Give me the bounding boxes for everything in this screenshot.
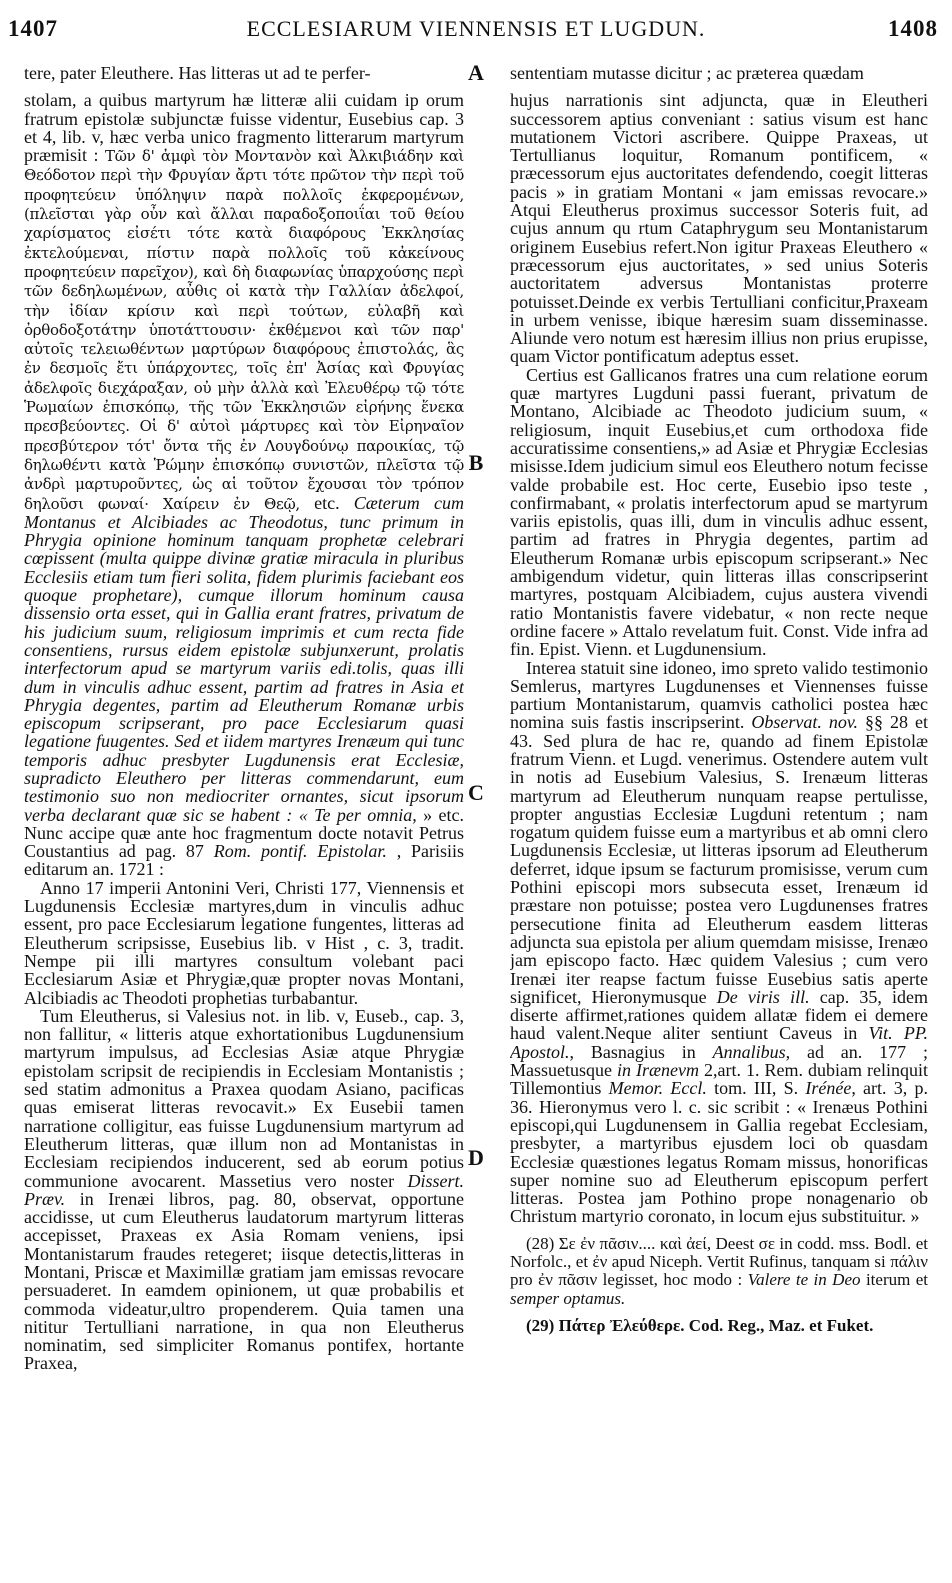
right-line-1: sententiam mutasse dicitur ; ac præterea quædam (510, 64, 864, 83)
coustantius-tail: , Parisiis editarum an. 1721 : (24, 841, 464, 880)
etc-text: etc. (314, 492, 340, 513)
irenaeum-ref: in Irænevm (617, 1060, 700, 1081)
right-paragraph-2: Certius est Gallicanos fratres una cum relatione eorum quæ martyres Lugduni passi fuerant, privatum de Montano, Alcibiade ac Theodoto judicium suum, « religiosum, inquit Eusebius,et cum orthodoxa fide accuratissime consentiens,» ad Asiæ et Phrygiæ Ecclesias misisse.Idem judicium simul eos Eleuthero notum fecisse valde probabile est. Hoc certe, Eusebio ipso teste , confirmabant, « prolatis interfectorum apud se martyrum variis epistolis, quas illi, dum in vinculis adhuc essent, partim ad fratres in Phrygia degentes, partim ad Eleutherum Romanæ urbis episcopum scripserant.» Nec ambigendum videtur, quin litteras illas conscripserint martyres, postquam Alcibiadem, cujus austera vivendi ratio Montanistis favere videbatur, « non recte neque ordine facere » Attalo revelatum fuit. Const. Vide infra ad fin. Epist. Vienn. et Lugdunensium. (510, 364, 928, 660)
section-marker-c: C (468, 780, 484, 805)
latin-quote: « Te per omnia, (298, 804, 417, 825)
coustantius-ref: Rom. pontif. Epistolar. (213, 841, 387, 862)
right-paragraph-3-e: , ad an. 177 ; Massuetusque (510, 1041, 928, 1081)
right-paragraph-3-d: , Basnagius in (569, 1041, 696, 1062)
right-paragraph-3-b: §§ 28 et 43. Sed plura de hac re, quando ad finem Epistolæ fratrum Vienn. et Lugd. venerimus. Ostendere autem vult in notis ad Eusebium Valesius, S. Irenæum litteras martyrum ad Eleutherum nunquam reapse pertulisse, propter angustias Ecclesiæ Lugduni retentum ; nam rogatum quidem fuisse eum a martyribus et ab omni clero Lugdunensis Ecclesiæ, ut litteras ipsorum ad Eleutherum deferret, idque ipsum se facturum promisisse, verum cum Pothini episcopi mors subsecuta esset, Irenæum id præstare non potuisse; postea vero Lugdunenses fratres persecutione finita ad Eleutherum easdem litteras adjuncta sua epistola per alium quemdam misisse, Irenæo jam episcopo facto. Hæc quidem Valesius ; cum vero Irenæi iter reapse factum fuisse Eusebius satis aperte significet, Hieronymusque (510, 712, 928, 1007)
right-paragraph-3-h: , art. 3, p. 36. Hieronymus vero l. c. sic scribit : « Irenæus Pothini episcopi,qui Lugdunensem in Gallia regebat Ecclesiam, presbyter, a martyribus ejusdem loci ob quasdam Ecclesiæ quæstiones legatus Romam missus, honorificas super nomine suo ad Eleutherum episcopum perfert litteras. Postea jam Pothino prope nonagenario ob Christum martyrio coronato, in locum ejus substituitur. » (510, 1078, 928, 1227)
right-paragraph-3-c: cap. 35, idem diserte affirmet,rationes quidem allatæ fidem ei demere haud valent.Neque aliter sentiunt Caveus in (510, 986, 928, 1044)
coustantius-text: » etc. Nunc accipe quæ ante hoc fragmentum docte notavit Petrus Coustantius ad pag. 87 (24, 804, 464, 862)
right-paragraph-1: hujus narrationis sint adjuncta, quæ in Eleutheri successorem aptius conveniant : satius visum est hanc mutationem Victori ascribere. Quippe Praxeas, ut Tertullianus loquitur, Romanum pontificem, « præcessorum ejus auctoritates defendendo, coegit litteras pacis » in gratiam Montani « jam emissas revocare.» Atqui Eleutherus proximus successor Soteris fuit, ad cujus annum qu rtum Cataphrygum seu Montanistarum originem Eusebius refert.Non igitur Praxeas Eleuthero « præcessorum ejus auctoritates, » sed unius Soteris auctoritatem adversus Montanistas proterre potuisset.Deinde ex verbis Tertulliani conficitur,Praxeam in urbem venisse, ibique hæresim suam disseminasse. Aliunde vero notum est hæresim illius non prius erupisse, quam Victor pontificatum adeptus esset. (510, 90, 928, 367)
vit-pp-ref: Vit. PP. Apostol. (510, 1023, 928, 1062)
left-column (24, 64, 464, 1373)
running-title: ECCLESIARUM VIENNENSIS ET LUGDUN. (246, 16, 706, 41)
latin-translation: Cæterum cum Montanus et Alcibiades ac Theodotus, tunc primum in Phrygia opinione hominum tanquam prophetæ celebrari cœpissent (multa quippe divinæ gratiæ miracula in pluribus Ecclesiis etiam tum fieri solita, fidem plurimis faciebant eos quoque prophetare), cumque illorum hominum causa dissensio orta esset, qui in Gallia erant fratres, privatum de his judicium suum, religiosum imprimis et cum recta fide consentiens, rursus eidem epistolæ subjunxerunt, prolatis interfectorum apud se martyrum variis edi.tolis, quas illi dum in vinculis adhuc essent, partim ad fratres in Asia et Phrygia degentes, partim ad Eleutherum Romanæ urbis episcopum scripserant, pro pace Ecclesiarum quasi legatione fuugentes. Sed et iidem martyres Irenæum qui tunc temporis adhuc presbyter Lugdunensis erat Ecclesiæ, supradicto Eleuthero per litteras commendarunt, eum testimonio suo non mediocriter ornantes, sicut ipsorum verba declarant quæ sic se habent : (24, 492, 464, 825)
footnote-28-end: semper optamus. (510, 1288, 626, 1308)
de-viris-ref: De viris ill. (716, 986, 810, 1007)
semler-ref: Observat. nov. (751, 712, 859, 733)
left-paragraph-3 (24, 1007, 464, 1373)
page-number-right: 1408 (888, 16, 938, 41)
irenee-ref: Irénée (805, 1078, 852, 1099)
dissert-ref: Dissert. Præv. (24, 1170, 464, 1209)
annalibus-ref: Annalibus (712, 1041, 786, 1062)
footnote-28-text: (28) Σε ἐν πᾶσιν.... καὶ ἀεί, Deest σε in codd. mss. Bodl. et Norfolc., et ἐν apud Niceph. Vertit Rufinus, tanquam si πάλιν pro ἐν πᾶσιν legisset, hoc modo : (510, 1233, 928, 1290)
left-paragraph-1 (24, 91, 464, 878)
footnote-28-mid: iterum et (865, 1270, 928, 1290)
greek-quotation: Τῶν δ' ἀμφὶ τὸν Μοντανὸν καὶ Ἀλκιβιάδην καὶ Θεόδοτον περὶ τὴν Φρυγίαν ἄρτι τότε πρῶτον τὴν περὶ τοῦ προφητεύειν ὑπόληψιν παρὰ πολλοῖς ἐκφερομένων, (πλεῖσται γὰρ οὖν καὶ ἄλλαι παραδοξοποιΐαι τοῦ θείου χαρίσματος εἰσέτι τότε κατὰ διαφόρους Ἐκκλησίας ἐκτελούμεναι, πίστιν παρὰ πολλοῖς τοῦ κἀκείνους προφητεύειν παρεῖχον), καὶ δὴ διαφωνίας ὑπαρχούσης περὶ τῶν δεδηλωμένων, αὖθις οἱ κατὰ τὴν Γαλλίαν ἀδελφοί, τὴν ἰδίαν κρίσιν καὶ περὶ τούτων, εὐλαβῆ καὶ ὀρθοδοξοτάτην ὑποτάττουσιν· ἐκθέμενοι καὶ τῶν παρ' αὐτοῖς τελειωθέντων μαρτύρων διαφόρους ἐπιστολάς, ἃς ἐν δεσμοῖς ἔτι ὑπάρχοντες, τοῖς ἐπ' Ἀσίας καὶ Φρυγίας ἀδελφοῖς διεχάραξαν, οὐ μὴν ἀλλὰ καὶ Ἐλευθέρῳ τῷ τότε Ῥωμαίων ἐπισκόπῳ, τῆς τῶν Ἐκκλησιῶν εἰρήνης ἕνεκα πρεσβεύοντες. Οἱ δ' αὐτοὶ μάρτυρες καὶ τὸν Εἰρηναῖον πρεσβύτερον τότ' ὄντα τῆς ἐν Λουγδούνῳ παροικίας, τῷ δηλωθέντι κατὰ Ῥώμην ἐπισκόπῳ συνιστῶν, πλεῖστα τῷ ἀνδρὶ μαρτυροῦντες, ὡς αἱ τοῦτον ἔχουσαι τὸν τρόπον δηλοῦσι φωναί· Χαίρειν ἐν Θεῷ, (24, 147, 464, 513)
left-line-1: tere, pater Eleuthere. Has litteras ut ad te perfer- (24, 64, 371, 83)
right-paragraph-3-f: 2,art. 1. Rem. dubiam relinquit Tillemontius (510, 1060, 928, 1099)
left-paragraph-1-text: stolam, a quibus martyrum hæ litteræ alii cuidam ip orum fratrum epistolæ subjunctæ fuisse videntur, Eusebius cap. 3 et 4, lib. v, hæc verba unico fragmento litterarum martyrum præmisit : (24, 90, 464, 166)
section-marker-a: A (468, 60, 484, 85)
right-paragraph-3-g: tom. III, S. (714, 1078, 799, 1099)
footnote-28-quote: Valere te in Deo (747, 1270, 861, 1290)
left-paragraph-2: Anno 17 imperii Antonini Veri, Christi 177, Viennensis et Lugdunensis Ecclesiæ martyres,dum in vinculis adhuc essent, pro pace Ecclesiarum legatione fungentes, litteras ad Eleutherum scripsisse, Eusebius lib. v Hist , c. 3, tradit. Nempe pii illi martyres consultum volebant paci Ecclesiarum Asiæ et Phrygiæ,quæ propter novas Montani, Alcibiadis ac Theodoti prophetias turbabantur. (24, 877, 464, 1008)
page-header (0, 8, 952, 41)
page-number-left: 1407 (8, 16, 58, 41)
right-column (510, 64, 928, 1335)
left-paragraph-3-text: Tum Eleutherus, si Valesius not. in lib. v, Euseb., cap. 3, non fallitur, « litteris atque exhortationibus Lugdunensium martyrum impulsus, ad Ecclesias Asiæ atque Phrygiæ epistolam scripsit de recipiendis in Ecclesiam Montanistis ; sed statim admonitus a Praxea quodam Asiano, pacificas quas emiserat litteras revocavit.» Ex Eusebii tamen narratione colligitur, eas fuisse Lugdunensium martyrum ad Eleutherum litteras, quæ illum non ad Montanistas in Ecclesiam recipiendos inducerent, sed ab eorum potius communione avocarent. Massetius vero noster (24, 1005, 464, 1191)
memor-eccl-ref: Memor. Eccl. (608, 1078, 707, 1099)
footnote-28 (510, 1235, 928, 1308)
section-marker-b: B (468, 450, 484, 475)
left-paragraph-3-rest: in Irenæi libros, pag. 80, observat, opportune accidisse, ut cum Eleutherus laudatorum martyrum litteras accepisset, Praxeas ex Asia Romam veniens, ipsi Montanistarum fraudes retegeret; iisque detectis,litteras in Montani, Priscæ et Maximillæ gratiam jam emissas revocare persuaderet. In eamdem opinionem, ut quæ probabilis et commoda videatur,ultro propenderem. Quia tamen una nititur Tertulliani narratione, in qua non Eleutherus nominatim, sed simpliciter Romanus pontifex, hortante Praxea, (24, 1188, 464, 1373)
section-marker-d: D (468, 1145, 484, 1170)
footnote-29: (29) Πάτερ Ἐλεύθερε. Cod. Reg., Maz. et Fuket. (526, 1315, 874, 1335)
right-paragraph-3-text: Interea statuit sine idoneo, imo spreto valido testimonio Semlerus, martyres Lugdunenses et Viennenses fuisse partium Montanistarum, quamvis catholici postea hæc nomina suis fastis inscripserint. (510, 657, 928, 733)
right-paragraph-3 (510, 659, 928, 1226)
